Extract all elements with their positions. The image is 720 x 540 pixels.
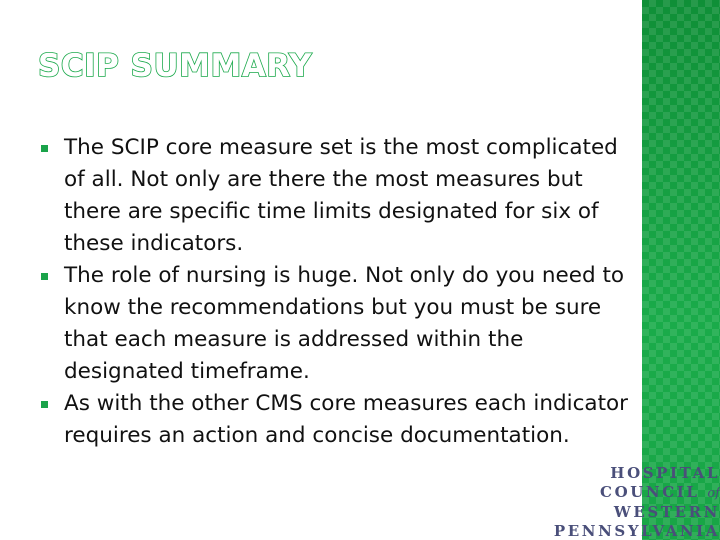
bullet-item: [40, 132, 630, 260]
logo-line-1: HOSPITAL: [610, 464, 720, 482]
bullet-text: The role of nursing is huge. Not only do you need to know the recommendations but you must be sure that each measure is addressed within the designated timeframe.: [64, 263, 625, 384]
slide-title: SCIP SUMMARY: [38, 48, 312, 84]
logo-line-3: WESTERN: [613, 503, 720, 521]
square-bullet-icon: [41, 273, 48, 280]
green-pattern-panel: [642, 0, 720, 540]
square-bullet-icon: [41, 145, 48, 152]
bullet-list: [40, 132, 630, 452]
hospital-council-logo: [520, 464, 720, 540]
bullet-text: As with the other CMS core measures each indicator requires an action and concise documentation.: [64, 391, 628, 448]
bullet-text: The SCIP core measure set is the most complicated of all. Not only are there the most measures but there are specific time limits designated for six of these indicators.: [64, 135, 618, 256]
bullet-item: [40, 260, 630, 388]
logo-line-2-of: of: [707, 485, 720, 501]
logo-line-2-main: COUNCIL: [600, 482, 700, 501]
square-bullet-icon: [41, 401, 48, 408]
logo-line-4: PENNSYLVANIA: [553, 521, 720, 540]
bullet-item: [40, 388, 630, 452]
logo-line-2: [520, 483, 720, 504]
